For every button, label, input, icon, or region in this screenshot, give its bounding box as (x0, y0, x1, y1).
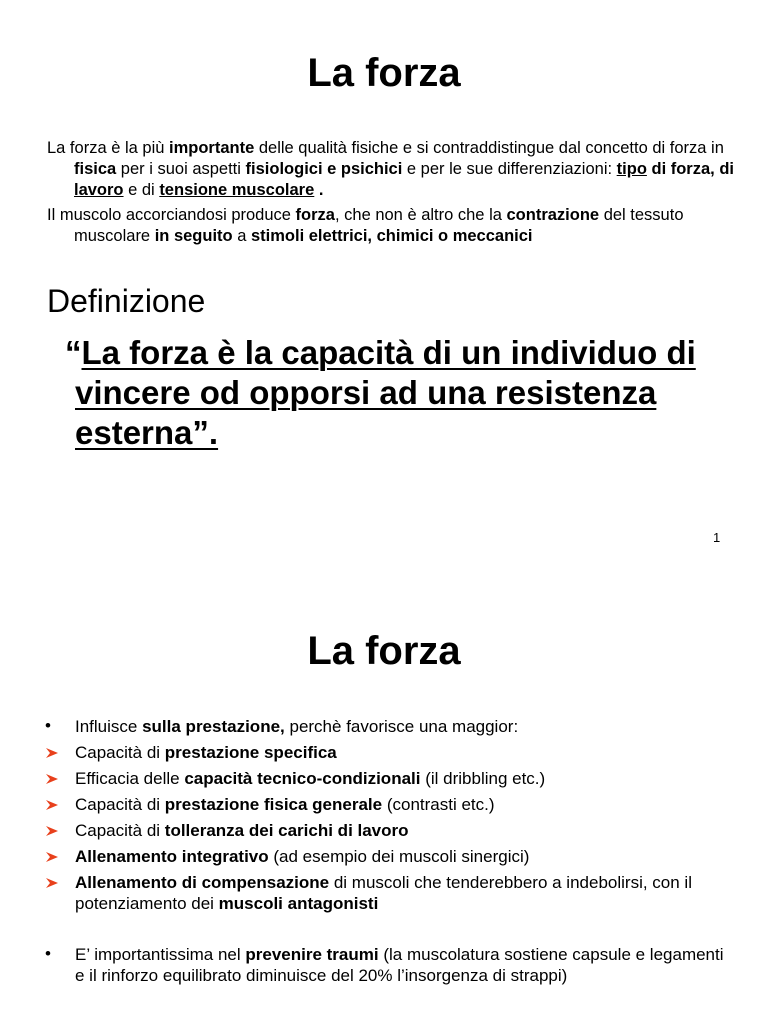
list-item: Capacità di prestazione specifica (45, 742, 725, 763)
arrow-bullet-icon (45, 877, 59, 889)
list-item: Efficacia delle capacità tecnico-condizionali (il dribbling etc.) (45, 768, 725, 789)
slide1-paragraph-1: La forza è la più importante delle qualità fisiche e si contraddistingue dal concetto di forza in fisica per i suoi aspetti fisiologici e psichici e per le sue differenziazioni: tipo di forza, di lavoro e di tensione muscolare . (47, 139, 734, 199)
arrow-bullet-icon (45, 851, 59, 863)
definition-heading: Definizione (47, 283, 206, 319)
arrow-bullet-icon (45, 825, 59, 837)
quote-text: La forza è la capacità di un individuo di vincere od opporsi ad una resistenza esterna”. (75, 334, 696, 451)
list-item: • E’ importantissima nel prevenire traumi (la muscolatura sostiene capsule e legamenti e il rinforzo equilibrato diminuisce del 20% l’insorgenza di strappi) (45, 944, 724, 985)
list-item: Allenamento integrativo (ad esempio dei muscoli sinergici) (45, 846, 725, 867)
arrow-bullet-icon (45, 799, 59, 811)
bullet-dot: • (45, 944, 51, 963)
bullet-dot: • (45, 716, 51, 735)
page-number: 1 (713, 530, 721, 545)
list-item: Capacità di prestazione fisica generale (contrasti etc.) (45, 794, 725, 815)
definition-quote (65, 333, 735, 453)
list-item: Allenamento di compensazione di muscoli che tenderebbero a indebolirsi, con il potenziamento dei muscoli antagonisti (45, 872, 725, 914)
slide2-title: La forza (307, 629, 461, 673)
arrow-bullet-icon (45, 773, 59, 785)
quote-open-mark: “ (65, 334, 82, 371)
list-item: • Influisce sulla prestazione, perchè favorisce una maggior: (45, 716, 519, 736)
arrow-bullet-icon (45, 747, 59, 759)
list-item: Capacità di tolleranza dei carichi di lavoro (45, 820, 725, 841)
slide1-title: La forza (307, 51, 461, 95)
slide1-paragraph-2: Il muscolo accorciandosi produce forza, che non è altro che la contrazione del tessuto muscolare in seguito a stimoli elettrici, chimici o meccanici (47, 206, 684, 245)
